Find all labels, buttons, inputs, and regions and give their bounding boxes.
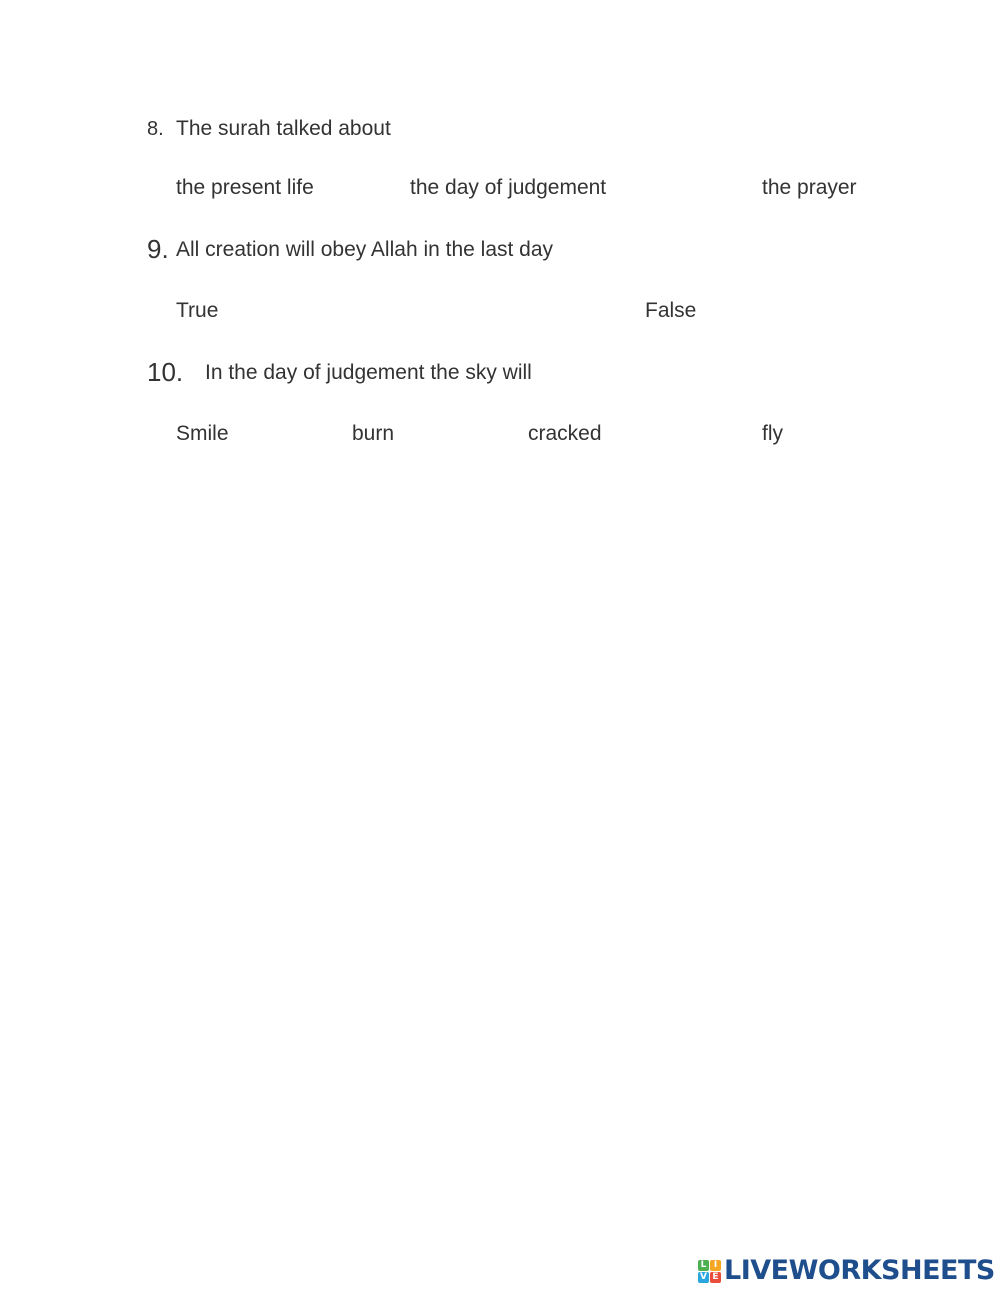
logo-mark-letter: E bbox=[710, 1272, 721, 1283]
question-text: In the day of judgement the sky will bbox=[205, 361, 532, 384]
answer-option[interactable]: burn bbox=[352, 422, 395, 445]
answer-option[interactable]: True bbox=[176, 299, 219, 322]
question-number: 9. bbox=[147, 234, 169, 264]
question-text: The surah talked about bbox=[176, 117, 391, 140]
logo-text: LIVEWORKSHEETS bbox=[724, 1255, 995, 1286]
logo-mark-icon bbox=[698, 1260, 721, 1283]
answer-option[interactable]: cracked bbox=[528, 422, 602, 445]
logo-mark-letter: I bbox=[710, 1260, 721, 1271]
question-number: 10. bbox=[147, 357, 184, 387]
answer-option[interactable]: the present life bbox=[176, 176, 314, 199]
answer-option[interactable]: fly bbox=[762, 422, 783, 445]
answer-option[interactable]: False bbox=[645, 299, 697, 322]
liveworksheets-logo bbox=[698, 1256, 995, 1286]
logo-mark-letter: L bbox=[698, 1260, 709, 1271]
logo-mark-letter: V bbox=[698, 1272, 709, 1283]
question-number: 8. bbox=[147, 118, 164, 140]
answer-option[interactable]: Smile bbox=[176, 422, 229, 445]
answer-option[interactable]: the prayer bbox=[762, 176, 857, 199]
question-text: All creation will obey Allah in the last day bbox=[176, 238, 554, 261]
answer-option[interactable]: the day of judgement bbox=[410, 176, 607, 199]
